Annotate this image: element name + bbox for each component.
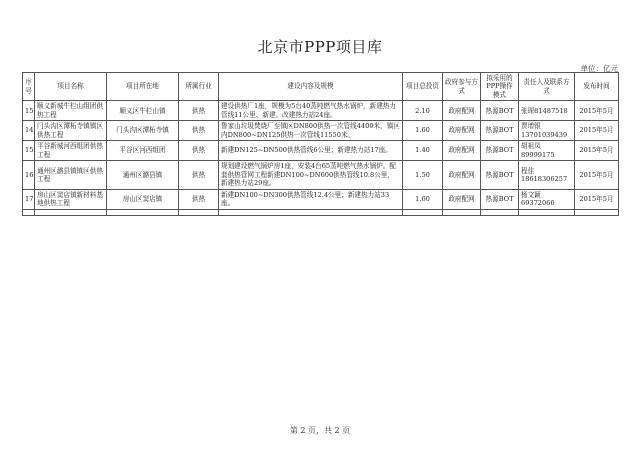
cell-industry: 供热 [179,101,219,121]
unit-label: 单位：亿元 [580,64,618,73]
cell-industry: 供热 [179,121,219,141]
header-seq: 序号 [23,73,35,101]
cell-gov-method: 政府配网 [443,121,481,141]
header-location: 项目所在地 [107,73,179,101]
empty-cell [481,209,519,215]
cell-location: 通州区潞县镇 [107,160,179,189]
cell-industry: 供热 [179,189,219,209]
cell-location: 顺义区牛栏山镇 [107,101,179,121]
header-date: 发布时间 [575,73,619,101]
cell-gov-method: 政府配网 [443,141,481,161]
cell-date: 2015年5月 [575,141,619,161]
cell-date: 2015年5月 [575,160,619,189]
cell-date: 2015年5月 [575,121,619,141]
empty-cell [35,209,107,215]
cell-contact: 张琛81487518 [519,101,575,121]
cell-industry: 供热 [179,160,219,189]
empty-cell [403,209,443,215]
cell-ppp-mode: 热源BOT [481,121,519,141]
cell-industry: 供热 [179,141,219,161]
table-row [23,121,619,141]
cell-seq: 16 [23,160,35,189]
cell-investment: 1.50 [403,160,443,189]
cell-content: 建设供热厂1座，规模为5台40蒸吨燃气热水锅炉，新建热力管线11公里、新建、改建热力站24座。 [219,101,403,121]
page-footer: 第 2 页，共 2 页 [289,426,351,435]
cell-name: 门头沟区潭柘寺镇镇区供热工程 [35,121,107,141]
cell-ppp-mode: 热源BOT [481,101,519,121]
table-row [23,101,619,121]
table-row [23,160,619,189]
cell-location: 平谷区河西组团 [107,141,179,161]
cell-content: 鲁家山垃圾焚烧厂至镇区DN800供热一次管线4400米，镇区内DN800~DN125供热一次管线11550米。 [219,121,403,141]
cell-name: 房山区窦店镇新材料基地供热工程 [35,189,107,209]
header-content: 建设内容及规模 [219,73,403,101]
cell-investment: 1.40 [403,141,443,161]
empty-cell [519,209,575,215]
cell-seq: 15 [23,141,35,161]
cell-name: 平谷新城河西组团供热工程 [35,141,107,161]
header-industry: 所属行业 [179,73,219,101]
cell-ppp-mode: 热源BOT [481,141,519,161]
header-investment: 项目总投资 [403,73,443,101]
cell-seq: 14 [23,121,35,141]
cell-seq: 15 [23,101,35,121]
ppp-project-table [22,72,619,216]
cell-date: 2015年5月 [575,189,619,209]
header-name: 项目名称 [35,73,107,101]
cell-content: 新建DN100~DN300供热管线12.4公里；新建热力站33座。 [219,189,403,209]
cell-investment: 1.60 [403,189,443,209]
empty-cell [575,209,619,215]
empty-cell [219,209,403,215]
cell-location: 房山区窦店镇 [107,189,179,209]
cell-investment: 2.10 [403,101,443,121]
header-ppp-mode: 拟采用的PPP操作模式 [481,73,519,101]
cell-contact: 胡祖凤89999175 [519,141,575,161]
table-row [23,189,619,209]
cell-content: 新建DN125~DN500供热管线6公里；新建热力站17座。 [219,141,403,161]
cell-ppp-mode: 热源BOT [481,189,519,209]
empty-cell [23,209,35,215]
cell-gov-method: 政府配网 [443,189,481,209]
cell-investment: 1.60 [403,121,443,141]
cell-seq: 17 [23,189,35,209]
cell-gov-method: 政府配网 [443,160,481,189]
header-gov-method: 政府参与方式 [443,73,481,101]
cell-contact: 杨文颖69372066 [519,189,575,209]
cell-date: 2015年5月 [575,101,619,121]
cell-gov-method: 政府配网 [443,101,481,121]
table-row [23,141,619,161]
cell-name: 顺义新城牛栏山组团供热工程 [35,101,107,121]
empty-table-row [23,209,619,215]
cell-location: 门头沟区潭柘寺镇 [107,121,179,141]
table-header-row [23,73,619,101]
header-contact: 责任人及联系方式 [519,73,575,101]
cell-name: 通州区潞县镇镇区供热工程 [35,160,107,189]
empty-cell [179,209,219,215]
cell-ppp-mode: 热源BOT [481,160,519,189]
cell-contact: 程佳18618306257 [519,160,575,189]
cell-contact: 贾增银13701039439 [519,121,575,141]
page-title: 北京市PPP项目库 [257,38,383,56]
empty-cell [443,209,481,215]
empty-cell [107,209,179,215]
cell-content: 规划建设燃气锅炉房1座，安装4台65蒸吨燃气热水锅炉。配套供热管网工程新建DN100~DN600供热管线10.8公里，新建热力站29座。 [219,160,403,189]
